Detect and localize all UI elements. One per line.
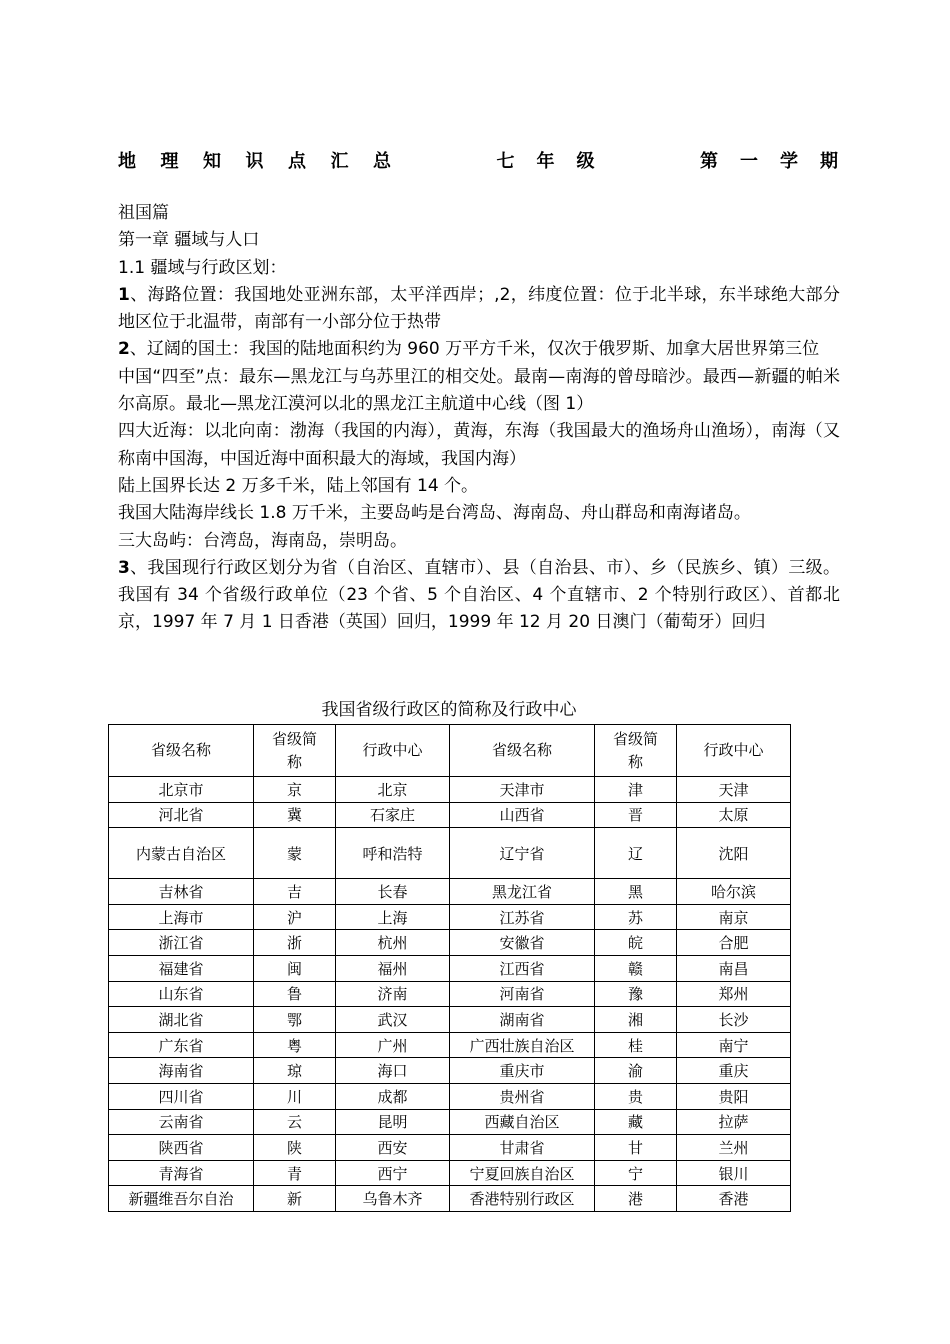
title-char: 年	[536, 151, 555, 172]
table-cell: 闽	[254, 955, 336, 981]
title-char: 第	[700, 151, 718, 172]
table-cell: 陕西省	[109, 1135, 254, 1161]
table-cell: 郑州	[677, 981, 791, 1007]
table-cell: 琼	[254, 1058, 336, 1084]
title-char: 识	[245, 151, 264, 172]
table-cell: 福州	[336, 955, 450, 981]
table-row	[109, 1007, 791, 1033]
document-title	[118, 147, 838, 173]
table-cell: 内蒙古自治区	[109, 828, 254, 879]
table-cell: 长春	[336, 879, 450, 905]
table-cell: 川	[254, 1083, 336, 1109]
title-char: 级	[576, 151, 595, 172]
table-cell: 皖	[595, 930, 677, 956]
table-cell: 南京	[677, 904, 791, 930]
table-cell: 四川省	[109, 1083, 254, 1109]
table-row	[109, 1083, 791, 1109]
table-cell: 辽	[595, 828, 677, 879]
paragraph-administrative	[118, 555, 840, 637]
table-cell: 海口	[336, 1058, 450, 1084]
table-cell: 福建省	[109, 955, 254, 981]
table-cell: 合肥	[677, 930, 791, 956]
table-cell: 哈尔滨	[677, 879, 791, 905]
table-cell: 南宁	[677, 1032, 791, 1058]
table-cell: 甘	[595, 1135, 677, 1161]
table-row	[109, 1160, 791, 1186]
item-number: 1	[118, 284, 130, 305]
table-row	[109, 777, 791, 803]
table-cell: 浙	[254, 930, 336, 956]
title-char: 理	[160, 151, 179, 172]
table-cell: 广东省	[109, 1032, 254, 1058]
table-cell: 太原	[677, 802, 791, 828]
paragraph-land-border: 陆上国界长达 2 万多千米，陆上邻国有 14 个。	[118, 475, 479, 496]
table-cell: 昆明	[336, 1109, 450, 1135]
table-cell: 济南	[336, 981, 450, 1007]
paragraph-location	[118, 282, 840, 337]
paragraph-territory	[118, 336, 840, 363]
table-cell: 杭州	[336, 930, 450, 956]
paragraph-text: 、辽阔的国土：我国的陆地面积约为 960 万平方千米，仅次于俄罗斯、加拿大居世界第三位	[129, 339, 820, 360]
table-cell: 天津市	[450, 777, 595, 803]
table-cell: 渝	[595, 1058, 677, 1084]
table-cell: 鲁	[254, 981, 336, 1007]
table-row	[109, 802, 791, 828]
title-char: 七	[496, 151, 515, 172]
paragraph-coastline: 我国大陆海岸线长 1.8 万千米，主要岛屿是台湾岛、海南岛、舟山群岛和南海诸岛。	[118, 503, 751, 524]
table-cell: 宁夏回族自治区	[450, 1160, 595, 1186]
table-cell: 青海省	[109, 1160, 254, 1186]
table-cell: 藏	[595, 1109, 677, 1135]
paragraph-text: 、我国现行行政区划分为省（自治区、直辖市）、县（自治县、市）、乡（民族乡、镇）三级。我国有 34 个省级行政单位（23 个省、5 个自治区、4 个直辖市、2 个特别行政区）、首都北京，1997 年 7 月 1 日香港（英国）回归，1999 年 12 月 20 日澳门（葡萄牙）回归	[118, 557, 840, 633]
table-cell: 河南省	[450, 981, 595, 1007]
table-cell: 河北省	[109, 802, 254, 828]
title-char: 地	[118, 151, 136, 172]
table-cell: 北京	[336, 777, 450, 803]
column-header: 省级简称	[595, 725, 677, 777]
table-cell: 山东省	[109, 981, 254, 1007]
table-cell: 青	[254, 1160, 336, 1186]
table-cell: 广西壮族自治区	[450, 1032, 595, 1058]
table-cell: 云南省	[109, 1109, 254, 1135]
table-header-row	[109, 725, 791, 777]
table-cell: 陕	[254, 1135, 336, 1161]
table-cell: 沪	[254, 904, 336, 930]
table-cell: 冀	[254, 802, 336, 828]
table-cell: 沈阳	[677, 828, 791, 879]
table-cell: 桂	[595, 1032, 677, 1058]
title-char: 学	[780, 151, 798, 172]
column-header: 省级简称	[254, 725, 336, 777]
chapter-heading: 第一章 疆域与人口	[118, 230, 260, 251]
table-cell: 湖北省	[109, 1007, 254, 1033]
table-cell: 新	[254, 1186, 336, 1212]
table-cell: 西藏自治区	[450, 1109, 595, 1135]
table-cell: 蒙	[254, 828, 336, 879]
table-cell: 山西省	[450, 802, 595, 828]
table-cell: 兰州	[677, 1135, 791, 1161]
table-body	[109, 777, 791, 1212]
title-char: 总	[373, 151, 391, 172]
table-cell: 乌鲁木齐	[336, 1186, 450, 1212]
table-cell: 拉萨	[677, 1109, 791, 1135]
table-cell: 江苏省	[450, 904, 595, 930]
table-row	[109, 1058, 791, 1084]
table-cell: 鄂	[254, 1007, 336, 1033]
table-cell: 晋	[595, 802, 677, 828]
table-cell: 武汉	[336, 1007, 450, 1033]
title-semester	[700, 147, 838, 173]
column-header: 省级名称	[450, 725, 595, 777]
body-text	[118, 200, 840, 637]
table-cell: 京	[254, 777, 336, 803]
table-cell: 石家庄	[336, 802, 450, 828]
column-header: 省级名称	[109, 725, 254, 777]
paragraph-seas: 四大近海：以北向南：渤海（我国的内海），黄海，东海（我国最大的渔场舟山渔场），南海（又称南中国海，中国近海中面积最大的海域，我国内海）	[118, 421, 840, 469]
table-cell: 西宁	[336, 1160, 450, 1186]
table-cell: 西安	[336, 1135, 450, 1161]
table-cell: 香港	[677, 1186, 791, 1212]
table-cell: 长沙	[677, 1007, 791, 1033]
table-cell: 吉林省	[109, 879, 254, 905]
paragraph-text: 、海路位置：我国地处亚洲东部，太平洋西岸；,2，纬度位置：位于北半球，东半球绝大部分地区位于北温带，南部有一小部分位于热带	[118, 284, 840, 333]
item-number: 2	[118, 339, 130, 360]
table-cell: 香港特别行政区	[450, 1186, 595, 1212]
table-cell: 呼和浩特	[336, 828, 450, 879]
table-row	[109, 981, 791, 1007]
table-cell: 浙江省	[109, 930, 254, 956]
table-cell: 安徽省	[450, 930, 595, 956]
table-row	[109, 1032, 791, 1058]
table-caption: 我国省级行政区的简称及行政中心	[321, 700, 577, 720]
table-cell: 重庆市	[450, 1058, 595, 1084]
table-cell: 上海	[336, 904, 450, 930]
table-cell: 港	[595, 1186, 677, 1212]
table-row	[109, 828, 791, 879]
table-cell: 银川	[677, 1160, 791, 1186]
title-subject	[118, 147, 391, 173]
table-cell: 成都	[336, 1083, 450, 1109]
table-cell: 贵	[595, 1083, 677, 1109]
table-cell: 贵阳	[677, 1083, 791, 1109]
table-cell: 宁	[595, 1160, 677, 1186]
title-char: 一	[740, 151, 758, 172]
table-cell: 黑龙江省	[450, 879, 595, 905]
title-char: 期	[820, 151, 838, 172]
table-cell: 贵州省	[450, 1083, 595, 1109]
title-grade	[497, 147, 595, 173]
table-row	[109, 1109, 791, 1135]
column-header: 行政中心	[336, 725, 450, 777]
subsection-heading: 1.1 疆域与行政区划：	[118, 257, 287, 278]
table-row	[109, 1135, 791, 1161]
table-cell: 海南省	[109, 1058, 254, 1084]
table-cell: 苏	[595, 904, 677, 930]
table-row	[109, 1186, 791, 1212]
column-header: 行政中心	[677, 725, 791, 777]
table-cell: 云	[254, 1109, 336, 1135]
province-table	[108, 724, 791, 1212]
title-char: 知	[203, 151, 221, 172]
table-row	[109, 904, 791, 930]
table-cell: 湘	[595, 1007, 677, 1033]
table-row	[109, 930, 791, 956]
table-cell: 南昌	[677, 955, 791, 981]
table-cell: 重庆	[677, 1058, 791, 1084]
table-cell: 吉	[254, 879, 336, 905]
table-row	[109, 955, 791, 981]
table-cell: 辽宁省	[450, 828, 595, 879]
table-cell: 广州	[336, 1032, 450, 1058]
table-cell: 湖南省	[450, 1007, 595, 1033]
table-cell: 天津	[677, 777, 791, 803]
table-cell: 津	[595, 777, 677, 803]
title-char: 汇	[330, 151, 349, 172]
table-cell: 黑	[595, 879, 677, 905]
table-cell: 豫	[595, 981, 677, 1007]
paragraph-islands: 三大岛屿：台湾岛，海南岛，崇明岛。	[118, 530, 407, 551]
table-row	[109, 879, 791, 905]
table-cell: 粤	[254, 1032, 336, 1058]
table-cell: 上海市	[109, 904, 254, 930]
section-heading: 祖国篇	[118, 203, 169, 223]
paragraph-extreme-points: 中国“四至”点：最东—黑龙江与乌苏里江的相交处。最南—南海的曾母暗沙。最西—新疆的帕米尔高原。最北—黑龙江漠河以北的黑龙江主航道中心线（图 1）	[118, 366, 840, 415]
table-cell: 赣	[595, 955, 677, 981]
table-cell: 甘肃省	[450, 1135, 595, 1161]
table-cell: 江西省	[450, 955, 595, 981]
table-cell: 新疆维吾尔自治	[109, 1186, 254, 1212]
table-cell: 北京市	[109, 777, 254, 803]
item-number: 3	[118, 557, 130, 578]
title-char: 点	[288, 151, 306, 172]
